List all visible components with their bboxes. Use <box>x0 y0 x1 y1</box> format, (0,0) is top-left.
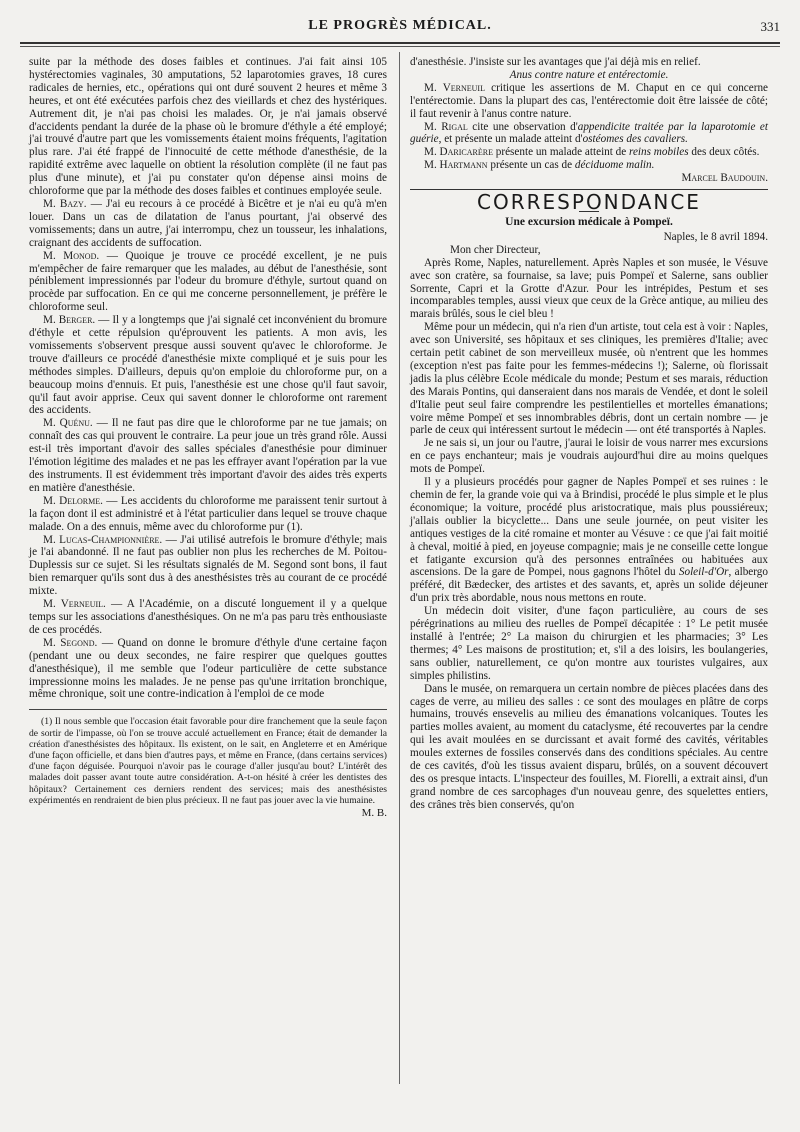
section-title: CORRESPONDANCE <box>477 190 701 215</box>
right-column <box>410 56 768 1088</box>
page-number: 331 <box>760 19 780 34</box>
running-title: LE PROGRÈS MÉDICAL. <box>308 18 492 33</box>
paragraph <box>410 121 768 147</box>
paragraph-text: — Quoique je trouve ce procédé excellent, je ne puis m'empêcher de faire remarquer que les malades, au début de l'anesthésie, sont péniblement impressionnés par l'odeur du bromure d'éthyle, surtout quand on procède par suffocation. En ce qui me concerne personnellement, je préfère le chloroforme seul. <box>29 249 387 314</box>
paragraph-text: — A l'Académie, on a discuté longuement il y a quelque temps sur les associations d'anesthésiques. On ne m'a pas paru très enthousiaste de ces procédés. <box>29 598 387 636</box>
paragraph <box>29 417 387 494</box>
paragraph: d'anesthésie. J'insiste sur les avantages que j'ai déjà mis en relief. <box>410 56 701 68</box>
paragraph-text: — Il ne faut pas dire que le chloroforme par ne tue jamais; on connaît des cas qui prouvent le contraire. La peur joue un très grand rôle. Aussi est-il très important d'avoir des salles spéciales d'anesthésie pour diminuer l'émotion légitime des malades et ne pas les effrayer avant l'opération par la vue des instruments. Il est évidemment très important d'avoir des aides très experts en matière d'anesthésie. <box>29 417 387 494</box>
left-column <box>29 56 387 1088</box>
paragraph: suite par la méthode des doses faibles et continues. J'ai fait ainsi 105 hystérectomies vaginales, 30 amputations, 52 laparotomies graves, 18 cures radicales de hernies, etc., opérations qui ont duré souvent 2 heures et même 3 heures, et ont été exécutées parfois chez des vieillards et chez des hystériques. Autrement dit, je n'ai pas choisi les malades. Or, je n'ai jamais observé d'accidents pendant la durée de la phase où le bromure d'éthyle a été employé; j'ai trouvé d'autre part que les vomissements étaient moins fréquents, l'agitation plus rare. J'ai été frappé de l'innocuité de cette méthode d'anesthésie, de la rapidité extrême avec laquelle on obtient la résolution complète (il ne faut pas plus d'une minute), et j'ai pu constater qu'on dépense ainsi moins de chloroforme que par la méthode des doses faibles et continues employée seule. <box>29 56 387 198</box>
paragraph-text: — Il y a longtemps que j'ai signalé cet inconvénient du bromure d'éthyle et cette répulsion qu'éprouvent les patients. A mon avis, les vomissements s'observent presque aussi souvent qu'avec le chloroforme. Je trouve d'ailleurs ce procédé d'anesthésie mixte compliqué et je suis pour les méthodes simples. D'ailleurs, depuis qu'on emploie du chloroforme pur, on a beaucoup moins d'ennuis. Et puis, l'anesthésie est une chose qu'il faut savoir, qu'il faut avoir apprise. Ceux qui savent donner le chloroforme ont rarement des accidents. <box>29 314 387 417</box>
paragraph-text: — Quand on donne le bromure d'éthyle d'une certaine façon (pendant une ou deux secondes, ne faire respirer que quelques gouttes d'anesthésique), il me semble que l'odeur particulière de cette substance impressionne moins les malades. Je ne pense pas qu'une irritation bronchique, même chronique, soit une contre-indication à l'emploi de ce mode <box>29 636 388 701</box>
italic-text: appendicite traitée par la laparotomie et guérie <box>410 120 768 146</box>
article-title: Une excursion médicale à Pompeï. <box>505 215 673 228</box>
speaker-name: M. Daricarère <box>424 146 493 159</box>
dateline: Naples, le 8 avril 1894. <box>663 230 768 243</box>
paragraph <box>29 314 387 417</box>
speaker-name: M. Quénu. <box>43 417 93 430</box>
paragraph <box>29 534 387 599</box>
paragraph <box>410 82 768 121</box>
paragraph: Je ne sais si, un jour ou l'autre, j'aurai le loisir de vous narrer mes excursions en ce pays enchanteur; mais je voudrais aujourd'hui dire au moins quelques mots de Pompeï. <box>410 437 768 476</box>
paragraph: Un médecin doit visiter, d'une façon particulière, au cours de ses pérégrinations au milieu des ruelles de Pompeï décapitée : 1° Le petit musée installé à l'entrée; 2° La maison du chirurgien et les pharmacies; 3° Les thermes; 4° Les maisons de prostitution; et, s'il a des loisirs, les boulangeries, sans oublier, naturellement, ce qu'on montre aux touristes vulgaires, aux simples philistins. <box>410 605 768 682</box>
footnote-signature: M. B. <box>361 806 387 819</box>
footnote-separator <box>29 709 387 710</box>
speaker-name: M. Bazy. <box>43 197 87 210</box>
speaker-name: M. Verneuil <box>424 81 485 94</box>
paragraph-text: , albergo préféré, dit Bædecker, des artistes et des savants, et, après un solide déjeuner d'un prix très abordable, nous nous mettons en route. <box>410 566 768 605</box>
speaker-name: M. Rigal <box>424 120 468 133</box>
paragraph-text: des deux côtés. <box>688 146 760 159</box>
footnote-text: (1) Il nous semble que l'occasion était favorable pour dire franchement que la seule façon de sortir de l'impasse, où l'on se trouve acculé actuellement en France; était de demander la création d'anesthésistes des hôpitaux. Ils existent, on le sait, en Angleterre et en Amérique d'une façon officielle, et dans bien d'autres pays, et même en France, (dans certains services) d'une façon déguisée. Pourquoi n'avoir pas le courage d'aller jusqu'au bout? L'intérêt des malades doit passer avant toute autre considération. A-t-on hésité à créer les dentistes des hôpitaux? Certainement ces derniers rendent des services; mais des anesthésistes expérimentés en rendraient de bien plus précieux. Il ne faut pas jouer avec la vie humaine. <box>29 716 387 806</box>
speaker-name: M. Segond. <box>43 636 98 649</box>
paragraph <box>29 495 387 534</box>
paragraph-text: — J'ai eu recours à ce procédé à Bicêtre et je n'ai eu qu'à m'en louer. Dans un cas de dilatation de l'anus pourtant, j'ai observé des vomissements; dans un autre, j'ai interrompu, chez un tousseur, les inhalations, craignant des accidents de suffocation. <box>29 197 387 249</box>
paragraph: Dans le musée, on remarquera un certain nombre de pièces placées dans des cages de verre, au milieu des salles : ce sont des moulages en plâtre de corps humains, trouvés ensevelis au milieu des émanations volcaniques. Toutes les parties molles avaient, au moment du cataclysme, été recouvertes par la cendre qui les avait moulées en se durcissant et avait formé des cavités, véritables moules externes de fossiles conservés dans des conditions spéciales. Au centre de ces cavités, d'où les tissus avaient disparu, brûlés, on a souvent découvert des os presque intacts. L'inspecteur des fouilles, M. Fiorelli, a extrait ainsi, d'un grand nombre de ces sarcophages d'un nouveau genre, des squelettes entiers, des crânes très bien conservés, qu'on <box>410 682 768 811</box>
paragraph-text: cite une observation d' <box>467 120 578 133</box>
paragraph <box>29 198 387 250</box>
paragraph <box>29 637 387 702</box>
speaker-name: M. Delorme. <box>43 494 103 507</box>
speaker-name: M. Lucas-Championnière. <box>43 533 163 546</box>
header-rule <box>20 42 780 44</box>
italic-text: ostéomes des cavaliers. <box>582 133 688 146</box>
footnote <box>29 716 387 819</box>
italic-text: reins mobiles <box>629 146 689 159</box>
paragraph <box>29 598 387 637</box>
speaker-name: M. Monod. <box>43 249 100 262</box>
header-rule-thin <box>20 46 780 47</box>
column-divider <box>399 52 400 1084</box>
paragraph <box>410 159 768 172</box>
paragraph: Après Rome, Naples, naturellement. Après Naples et son musée, le Vésuve avec son cratère, sa fournaise, sa lave; puis Pompeï et Salerne, sans oublier Sorrente, Capri et la Grotte d'Azur. Pour les intrépides, Pestum et ses incomparables temples, aussi vieux que ceux de la Grèce antique, au milieu des marais brûlés, sous le ciel bleu ! <box>410 256 768 321</box>
page-header <box>20 18 780 38</box>
paragraph-text: , et présente un malade atteint d' <box>438 133 583 146</box>
paragraph-text: — Les accidents du chloroforme me paraissent tenir surtout à la façon dont il est administré et à l'état particulier dans lequel se trouve chaque malade. On a des ennuis, même avec du chloroforme pur (1). <box>29 494 387 533</box>
paragraph-text: — J'ai utilisé autrefois le bromure d'éthyle; mais je l'ai abandonné. Il ne faut pas oublier non plus les recherches de M. Poitou-Duplessis sur ce sujet. Si les résultats signalés de M. Segond sont bons, il faut bien remarquer qu'ils sont dus à des anesthésistes très au courant de ce procédé mixte. <box>29 533 387 598</box>
italic-text: Soleil-d'Or <box>678 566 729 579</box>
paragraph <box>410 146 768 159</box>
subsection-heading: Anus contre nature et entérectomie. <box>509 68 669 81</box>
speaker-name: M. Berger. <box>43 314 96 327</box>
salutation: Mon cher Directeur, <box>450 243 541 256</box>
speaker-name: M. Hartmann <box>424 159 488 172</box>
paragraph-text: critique les assertions de M. Chaput en ce qui concerne l'entérectomie. Dans la plupart des cas, l'entérectomie doit être laissée de côté; il faut revenir à l'anus contre nature. <box>410 81 768 120</box>
paragraph-text: présente un malade atteint de <box>492 146 630 159</box>
author-signature: Marcel Baudouin. <box>681 172 768 185</box>
paragraph-text: présente un cas de <box>487 159 575 172</box>
paragraph: Même pour un médecin, qui n'a rien d'un artiste, tout cela est à voir : Naples, avec son Université, ses hôpitaux et ses cliniques, les premières d'Italie; avec certain petit cabinet de son merveilleux musée, où n'entrent que les hommes (exception n'est pas faite pour les femmes-médecins !); Salerne, où florissait jadis la plus célèbre Ecole médicale du monde; Pestum et ses marais, réduction des Marais Pontins, qui danseraient dans nos marais de Vendée, et dont le soleil d'Italie peut seul faire comprendre les pestilentielles et mortelles émanations; voire même Pompeï et ses innombrables débris, dont un certain nombre — je parle de ceux qui intéressent surtout le médecin — ont été transportés à Naples. <box>410 321 768 437</box>
paragraph-text: Il y a plusieurs procédés pour gagner de Naples Pompeï et ses ruines : le chemin de fer, la grande voie qui va à Brindisi, procédé le plus simple et le plus économique; la voiture, procédé plus aristocratique, mais plus poussiéreux; j'allais oublier la bicyclette... Dans une seule journée, on peut visiter les antiques vestiges de la cité romaine et monter au Vésuve : ce que j'ai fait moitié à cheval, moitié à pied, en joyeuse compagnie; mais je ne conseille cette longue et fatigante excursion qu'à des personnes entraînées ou habituées aux ascensions. De la gare de Pompei, nous gagnons l'hôtel du <box>410 476 768 579</box>
paragraph <box>410 476 768 605</box>
italic-text: déciduome malin. <box>574 159 655 172</box>
speaker-name: M. Verneuil. <box>43 598 106 611</box>
paragraph <box>29 250 387 315</box>
